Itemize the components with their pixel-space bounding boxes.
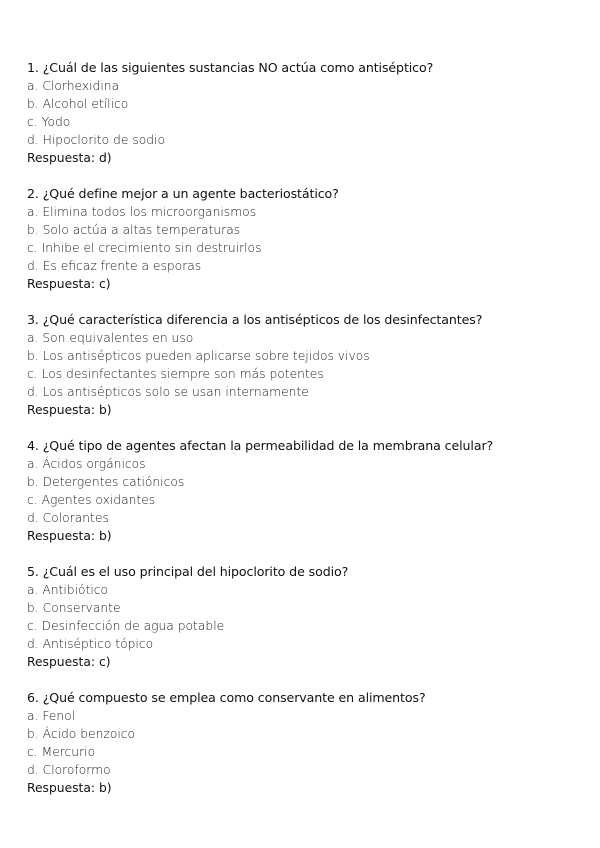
answer-line: Respuesta: b)	[27, 403, 112, 417]
option-a: a. Ácidos orgánicos	[27, 457, 146, 471]
answer-line: Respuesta: c)	[27, 655, 111, 669]
option-a: a. Antibiótico	[27, 583, 109, 597]
option-d: d. Es eficaz frente a esporas	[27, 259, 202, 273]
option-d: d. Los antisépticos solo se usan internamente	[27, 385, 309, 399]
option-b: b. Detergentes catiónicos	[27, 475, 185, 489]
option-c: c. Los desinfectantes siempre son más potentes	[27, 367, 324, 381]
option-d: d. Cloroformo	[27, 763, 111, 777]
option-c: c. Desinfección de agua potable	[27, 619, 225, 633]
option-d: d. Colorantes	[27, 511, 109, 525]
question-title: 5. ¿Cuál es el uso principal del hipoclorito de sodio?	[27, 564, 349, 579]
answer-line: Respuesta: b)	[27, 529, 112, 543]
option-c: c. Inhibe el crecimiento sin destruirlos	[27, 241, 262, 255]
option-b: b. Ácido benzoico	[27, 727, 136, 741]
document-page	[27, 59, 587, 815]
question-title: 1. ¿Cuál de las siguientes sustancias NO actúa como antiséptico?	[27, 60, 434, 75]
option-d: d. Antiséptico tópico	[27, 637, 154, 651]
option-c: c. Yodo	[27, 115, 71, 129]
option-a: a. Clorhexidina	[27, 79, 120, 93]
option-d: d. Hipoclorito de sodio	[27, 133, 165, 147]
answer-line: Respuesta: d)	[27, 151, 112, 165]
question-block-1	[27, 59, 587, 167]
question-block-2	[27, 185, 587, 293]
option-c: c. Mercurio	[27, 745, 96, 759]
answer-line: Respuesta: c)	[27, 277, 111, 291]
option-b: b. Conservante	[27, 601, 121, 615]
question-block-4	[27, 437, 587, 545]
option-a: a. Fenol	[27, 709, 76, 723]
option-a: a. Elimina todos los microorganismos	[27, 205, 257, 219]
option-b: b. Los antisépticos pueden aplicarse sobre tejidos vivos	[27, 349, 370, 363]
option-c: c. Agentes oxidantes	[27, 493, 156, 507]
answer-line: Respuesta: b)	[27, 781, 112, 795]
option-b: b. Solo actúa a altas temperaturas	[27, 223, 241, 237]
question-block-3	[27, 311, 587, 419]
question-title: 2. ¿Qué define mejor a un agente bacteriostático?	[27, 186, 339, 201]
option-a: a. Son equivalentes en uso	[27, 331, 194, 345]
option-b: b. Alcohol etílico	[27, 97, 129, 111]
question-title: 6. ¿Qué compuesto se emplea como conservante en alimentos?	[27, 690, 426, 705]
question-block-5	[27, 563, 587, 671]
question-block-6	[27, 689, 587, 797]
question-title: 4. ¿Qué tipo de agentes afectan la permeabilidad de la membrana celular?	[27, 438, 494, 453]
question-title: 3. ¿Qué característica diferencia a los antisépticos de los desinfectantes?	[27, 312, 483, 327]
